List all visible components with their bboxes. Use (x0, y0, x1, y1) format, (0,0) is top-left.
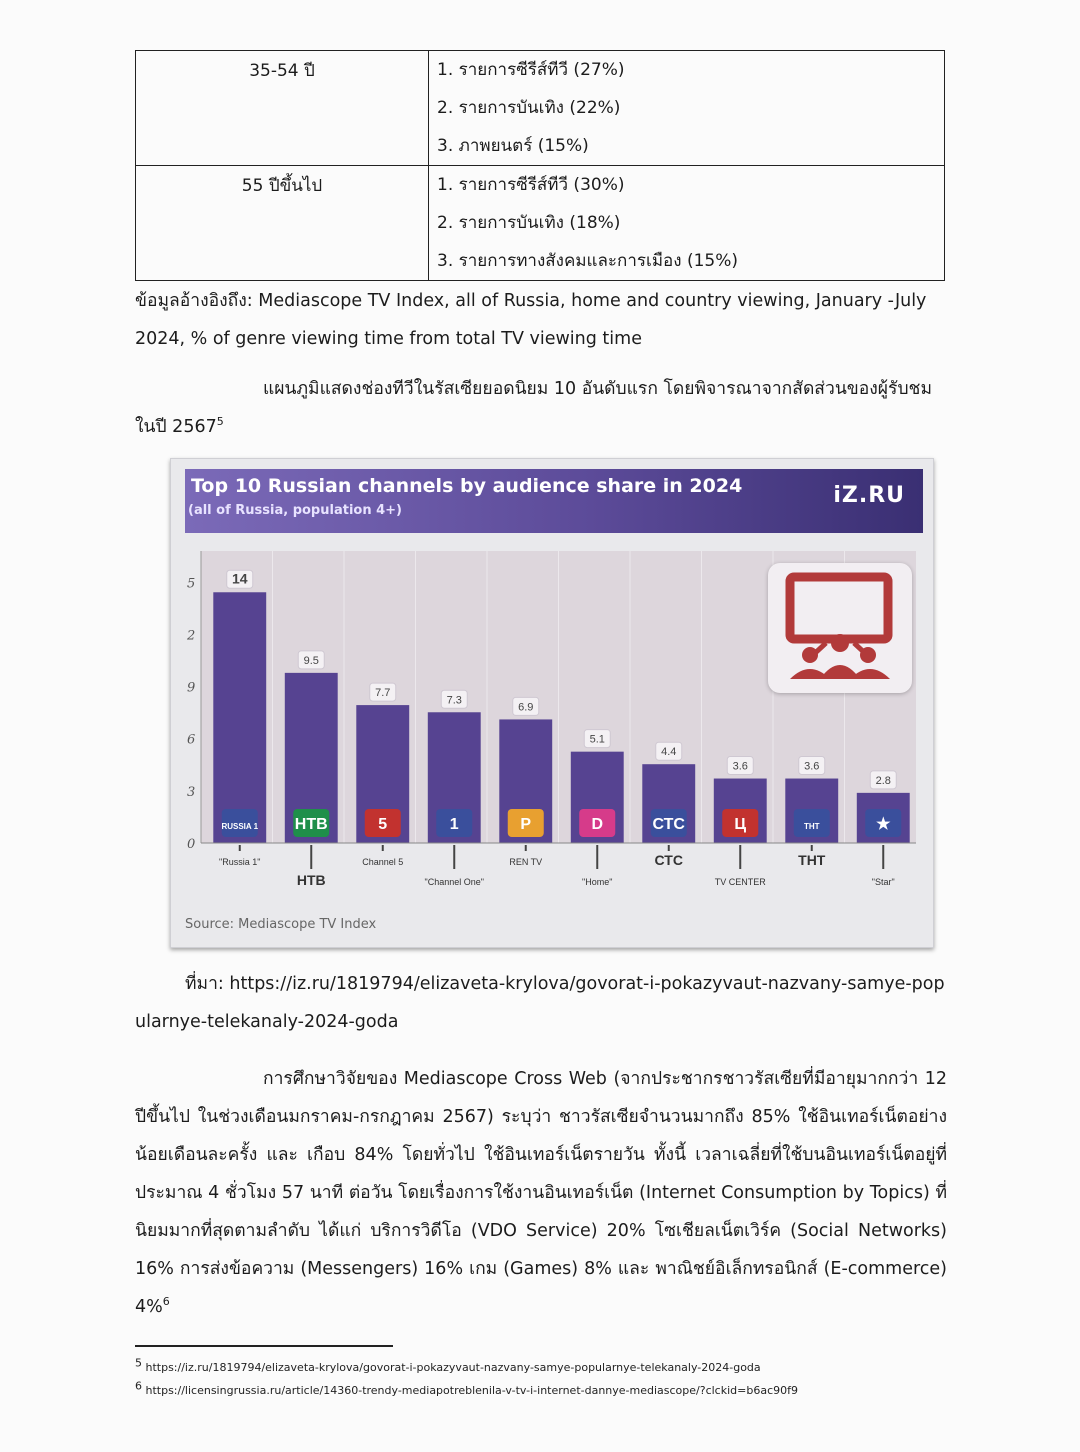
genre-table (135, 50, 945, 281)
chart-caption (135, 370, 947, 446)
bar-chart (171, 459, 933, 947)
body-paragraph (135, 1060, 947, 1326)
list-item: 3. รายการทางสังคมและการเมือง (15%) (437, 251, 738, 271)
channel-logo-text: 5 (378, 816, 388, 833)
footnote-mark: 5 (135, 1356, 142, 1370)
footnote (135, 1379, 798, 1397)
y-tick-label: 3 (187, 784, 196, 800)
list-item: 2. รายการบันเทิง (22%) (437, 98, 621, 118)
channel-logo-text: D (591, 816, 604, 833)
chart-source: Source: Mediascope TV Index (185, 917, 377, 932)
category-label: СТС (654, 852, 683, 868)
chart-title: Top 10 Russian channels by audience share in 2024 (191, 475, 743, 497)
chart-subtitle: (all of Russia, population 4+) (188, 503, 402, 518)
footnote (135, 1356, 761, 1374)
age-cell (136, 51, 429, 166)
age-label: 55 ปีขึ้นไป (241, 176, 323, 196)
y-tick-label: 0 (187, 837, 196, 852)
category-label: TV CENTER (714, 877, 766, 887)
table-row (136, 51, 945, 166)
channel-logo-text: ТНТ (803, 822, 820, 831)
footnote-url[interactable]: https://licensingrussia.ru/article/14360-trendy-mediapotreblenila-v-tv-i-internet-dannye-mediascope/?clckid=b6ac90f9 (145, 1384, 798, 1397)
value-label: 5.1 (589, 733, 605, 746)
category-label: "Star" (871, 877, 895, 887)
category-label: ТНТ (798, 852, 826, 868)
category-label: "Channel One" (424, 877, 484, 887)
channel-logo-text: ★ (876, 816, 891, 833)
chart-image (170, 458, 934, 948)
channel-logo-text: Р (520, 816, 532, 833)
channel-logo-text: RUSSIA 1 (221, 822, 259, 831)
source-label: ที่มา: (185, 974, 224, 994)
value-label: 4.4 (661, 746, 677, 759)
footnote-ref[interactable]: 6 (162, 1295, 170, 1309)
age-cell (136, 166, 429, 281)
footnote-ref[interactable]: 5 (216, 415, 224, 429)
value-label: 7.7 (375, 687, 391, 700)
channel-logo-text: Ц (734, 816, 747, 833)
source-line (135, 965, 947, 1041)
body-text: การศึกษาวิจัยของ Mediascope Cross Web (จากประชากรชาวรัสเซียที่มีอายุมากกว่า 12 ปีขึ้นไป ในช่วงเดือนมกราคม-กรกฎาคม 2567) ระบุว่า ชาวรัสเซียจำนวนมากถึง 85% ใช้อินเทอร์เน็ตอย่างน้อยเดือนละครั้ง และ เกือบ 84% โดยทั่วไป ใช้อินเทอร์เน็ตรายวัน ทั้งนี้ เวลาเฉลี่ยที่ใช้บนอินเทอร์เน็ตอยู่ที่ประมาณ 4 ชั่วโมง 57 นาที ต่อวัน โดยเรื่องการใช้งานอินเทอร์เน็ต (Internet Consumption by Topics) ที่นิยมมากที่สุดตามลำดับ ได้แก่ บริการวิดีโอ (VDO Service) 20% โซเชียลเน็ตเวิร์ค (Social Networks) 16% การส่งข้อความ (Messengers) 16% เกม (Games) 8% และ พาณิชย์อิเล็กทรอนิกส์ (E-commerce) 4% (135, 1069, 947, 1317)
y-tick-label: 9 (187, 680, 196, 696)
list-item: 1. รายการซีรีส์ทีวี (27%) (437, 60, 625, 80)
caption-text: แผนภูมิแสดงช่องทีวีในรัสเซียยอดนิยม 10 อันดับแรก โดยพิจารณาจากสัดส่วนของผู้รับชมในปี 2567 (135, 379, 932, 437)
footnote-divider (135, 1345, 393, 1347)
channel-logo-text: НТВ (294, 816, 328, 833)
value-label: 2.8 (875, 774, 891, 787)
channel-logo-text: СТС (652, 816, 685, 833)
source-url[interactable]: https://iz.ru/1819794/elizaveta-krylova/govorat-i-pokazyvaut-nazvany-samye-popularnye-telekanaly-2024-goda (135, 974, 945, 1032)
list-item: 2. รายการบันเทิง (18%) (437, 213, 621, 233)
y-tick-label: 2 (187, 628, 196, 644)
category-label: REN TV (509, 857, 543, 867)
y-tick-label: 5 (187, 576, 196, 592)
age-label: 35-54 ปี (249, 61, 315, 81)
value-label: 3.6 (804, 760, 820, 773)
reference-note (135, 282, 947, 358)
value-label: 14 (231, 570, 248, 587)
izru-logo: iZ.RU (833, 483, 905, 508)
y-tick-label: 6 (187, 732, 196, 748)
category-label: "Home" (582, 877, 613, 887)
category-label: НТВ (296, 872, 326, 888)
genre-cell (429, 166, 945, 281)
value-label: 6.9 (518, 701, 534, 714)
category-label: Channel 5 (362, 857, 404, 867)
bar (213, 592, 266, 843)
genre-cell (429, 51, 945, 166)
table-row (136, 166, 945, 281)
list-item: 3. ภาพยนตร์ (15%) (437, 136, 589, 156)
tv-audience-icon (768, 563, 912, 693)
value-label: 7.3 (446, 694, 462, 707)
channel-logo-text: 1 (449, 816, 459, 833)
category-label: "Russia 1" (219, 857, 261, 867)
reference-text: Mediascope TV Index, all of Russia, home and country viewing, January -July 2024, % of genre viewing time from total TV viewing time (135, 291, 927, 349)
value-label: 3.6 (732, 760, 748, 773)
reference-label: ข้อมูลอ้างอิงถึง: (135, 291, 253, 311)
list-item: 1. รายการซีรีส์ทีวี (30%) (437, 175, 625, 195)
value-label: 9.5 (303, 654, 319, 667)
footnote-mark: 6 (135, 1379, 142, 1393)
footnote-url[interactable]: https://iz.ru/1819794/elizaveta-krylova/govorat-i-pokazyvaut-nazvany-samye-popularnye-telekanaly-2024-goda (145, 1361, 761, 1374)
